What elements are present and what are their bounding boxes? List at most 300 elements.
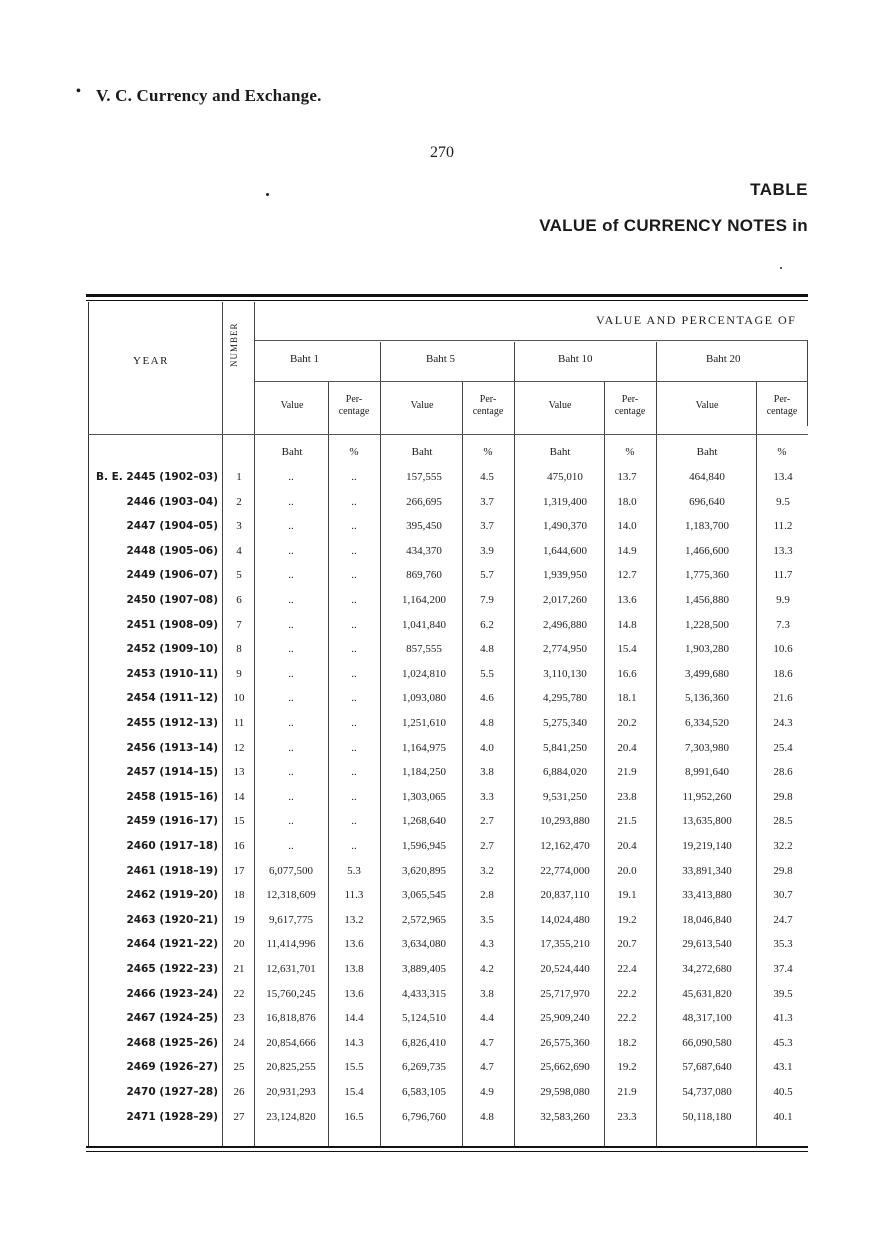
unit-baht5-percent: % [483,446,493,458]
cell-v20: 66,090,580 [682,1036,732,1049]
cell-p1: 15.5 [344,1061,364,1074]
cell-v5: 1,041,840 [402,618,446,631]
cell-num: 19 [233,913,245,926]
cell-v20: 29,613,540 [682,938,732,951]
cell-year: 2452 (1909–10) [126,643,218,656]
cell-p10: 23.8 [617,790,637,803]
cell-v20: 48,317,100 [682,1012,732,1025]
cell-p20: 37.4 [773,963,793,975]
cell-v20: 33,413,880 [682,889,732,902]
cell-v1: 11,414,996 [266,938,316,951]
value-header-baht5: Value [410,400,434,411]
cell-num: 23 [233,1012,245,1025]
cell-p5: 5.7 [480,569,494,582]
table-row [0,812,892,836]
cell-v10: 2,774,950 [543,643,587,656]
cell-p1: 14.4 [344,1012,364,1025]
cell-p20: 24.7 [773,913,793,926]
cell-num: 25 [233,1061,245,1074]
cell-p5: 4.8 [480,717,494,729]
cell-v20: 1,903,280 [685,643,729,656]
cell-p5: 6.2 [480,618,494,631]
section-title-text: V. C. Currency and Exchange. [96,86,322,105]
cell-p1: .. [351,692,357,705]
table-row [0,468,892,492]
cell-v20: 696,640 [689,495,725,508]
cell-v20: 57,687,640 [682,1061,732,1074]
cell-v1: 9,617,775 [269,913,313,926]
cell-p5: 3.5 [480,913,494,926]
cell-year: 2454 (1911–12) [126,692,218,705]
cell-num: 7 [236,618,242,631]
cell-v10: 6,884,020 [543,766,587,779]
cell-num: 4 [236,544,242,557]
cell-year: 2448 (1905–06) [126,544,218,557]
cell-num: 18 [233,889,245,902]
cell-p1: 15.4 [344,1086,364,1098]
table-row [0,911,892,935]
cell-p1: 11.3 [344,889,364,902]
cell-v10: 1,319,400 [543,495,587,508]
page-number: 270 [430,144,454,161]
cell-p20: 11.2 [773,520,793,533]
percent-header-line2: centage [766,406,798,417]
cell-year: 2458 (1915–16) [126,790,218,803]
cell-num: 5 [236,569,242,582]
header-rule-bottom [88,434,808,435]
cell-p5: 3.3 [480,790,494,803]
cell-p5: 5.5 [480,667,494,680]
cell-num: 11 [233,717,245,729]
group-header: VALUE AND PERCENTAGE OF [596,313,797,327]
cell-p1: .. [351,544,357,557]
cell-num: 24 [233,1036,245,1049]
table-top-rule [86,294,808,297]
cell-year: 2461 (1918–19) [126,864,218,877]
cell-v10: 25,662,690 [540,1061,590,1074]
cell-v20: 34,272,680 [682,963,732,975]
speck [780,267,782,269]
cell-v5: 6,796,760 [402,1110,446,1123]
cell-v1: .. [288,692,294,705]
cell-p5: 2.7 [480,840,494,852]
unit-baht10-value: Baht [549,446,571,458]
cell-num: 3 [236,520,242,533]
cell-p5: 4.8 [480,643,494,656]
cell-v1: 12,631,701 [266,963,316,975]
cell-p10: 19.2 [617,913,637,926]
cell-year: 2466 (1923–24) [126,987,218,1000]
table-row [0,837,892,861]
cell-num: 13 [233,766,245,779]
cell-v5: 3,065,545 [402,889,446,902]
cell-p10: 14.9 [617,544,637,557]
cell-p10: 23.3 [617,1110,637,1123]
table-row [0,665,892,689]
table-row [0,517,892,541]
table-row [0,542,892,566]
cell-p1: .. [351,520,357,533]
cell-v5: 1,268,640 [402,815,446,828]
value-header-baht20: Value [695,400,719,411]
cell-v1: .. [288,840,294,852]
cell-p1: .. [351,717,357,729]
cell-v10: 20,837,110 [540,889,590,902]
cell-v1: .. [288,815,294,828]
cell-p20: 18.6 [773,667,793,680]
cell-p1: .. [351,840,357,852]
cell-v10: 1,644,600 [543,544,587,557]
cell-v1: 16,818,876 [266,1012,316,1025]
bullet-mark: • [76,84,82,99]
table-row [0,788,892,812]
cell-v1: .. [288,520,294,533]
cell-v5: 3,889,405 [402,963,446,975]
table-row [0,689,892,713]
cell-p5: 4.2 [480,963,494,975]
percent-header-baht1 [328,394,380,418]
cell-p20: 43.1 [773,1061,793,1074]
table-row [0,739,892,763]
cell-year: 2465 (1922–23) [126,963,218,975]
cell-v10: 20,524,440 [540,963,590,975]
cell-v5: 6,269,735 [402,1061,446,1074]
cell-p1: 13.6 [344,987,364,1000]
cell-v20: 18,046,840 [682,913,732,926]
cell-p5: 4.9 [480,1086,494,1098]
cell-v20: 33,891,340 [682,864,732,877]
cell-v10: 25,909,240 [540,1012,590,1025]
cell-p5: 4.4 [480,1012,494,1025]
cell-p10: 22.4 [617,963,637,975]
unit-baht10-percent: % [625,446,635,458]
cell-p5: 4.7 [480,1036,494,1049]
cell-v5: 4,433,315 [402,987,446,1000]
table-row [0,886,892,910]
cell-v5: 2,572,965 [402,913,446,926]
cell-p20: 29.8 [773,790,793,803]
cell-p20: 9.9 [776,594,790,606]
table-label: TABLE [750,180,808,199]
cell-num: 21 [233,963,245,975]
cell-num: 10 [233,692,245,705]
cell-p20: 41.3 [773,1012,793,1025]
unit-baht1-value: Baht [281,446,303,458]
cell-p20: 11.7 [773,569,793,582]
cell-year: 2463 (1920–21) [126,913,218,926]
cell-p5: 3.8 [480,766,494,779]
table-row [0,763,892,787]
cell-p20: 7.3 [776,618,790,631]
cell-p10: 20.7 [617,938,637,951]
cell-p1: 5.3 [347,864,361,877]
cell-p1: .. [351,815,357,828]
cell-p20: 9.5 [776,495,790,508]
cell-v10: 26,575,360 [540,1036,590,1049]
cell-v5: 1,251,610 [402,717,446,729]
table-bottom-rule-thin [86,1151,808,1152]
cell-v1: 20,931,293 [266,1086,316,1098]
year-header: YEAR [133,355,169,367]
cell-v5: 1,596,945 [402,840,446,852]
cell-p1: .. [351,790,357,803]
cell-p5: 3.8 [480,987,494,1000]
cell-year: B. E. 2445 (1902–03) [95,471,218,483]
cell-v10: 10,293,880 [540,815,590,828]
cell-year: 2456 (1913–14) [126,741,218,754]
cell-v10: 4,295,780 [543,692,587,705]
cell-v20: 1,456,880 [685,594,729,606]
cell-num: 9 [236,667,242,680]
percent-header-line2: centage [614,406,646,417]
cell-p5: 3.7 [480,520,494,533]
cell-p20: 30.7 [773,889,793,902]
denom-header-baht1: Baht 1 [290,353,320,365]
denom-header-baht20: Baht 20 [706,353,741,365]
table-row [0,566,892,590]
cell-year: 2471 (1928–29) [126,1110,218,1123]
cell-p10: 16.6 [617,667,637,680]
cell-p10: 19.2 [617,1061,637,1074]
cell-v10: 475,010 [547,471,583,483]
cell-num: 2 [236,495,242,508]
cell-v10: 2,496,880 [543,618,587,631]
cell-v5: 1,164,975 [402,741,446,754]
cell-v5: 1,184,250 [402,766,446,779]
cell-p10: 15.4 [617,643,637,656]
cell-v1: 23,124,820 [266,1110,316,1123]
cell-p10: 21.9 [617,1086,637,1098]
cell-p1: .. [351,594,357,606]
cell-year: 2455 (1912–13) [126,717,218,729]
cell-p1: .. [351,569,357,582]
cell-v1: .. [288,618,294,631]
cell-v20: 1,183,700 [685,520,729,533]
cell-v1: .. [288,471,294,483]
cell-v20: 13,635,800 [682,815,732,828]
cell-num: 1 [236,471,242,483]
table-row [0,1058,892,1082]
cell-v20: 464,840 [689,471,725,483]
cell-v5: 5,124,510 [402,1012,446,1025]
cell-p20: 45.3 [773,1036,793,1049]
denom-header-baht5: Baht 5 [426,353,456,365]
table-row [0,862,892,886]
cell-p10: 20.0 [617,864,637,877]
header-rule-group [254,340,808,341]
cell-v20: 8,991,640 [685,766,729,779]
cell-v1: 12,318,609 [266,889,316,902]
cell-p20: 28.5 [773,815,793,828]
number-header: NUMBER [229,322,239,367]
cell-p1: .. [351,667,357,680]
cell-v20: 1,775,360 [685,569,729,582]
cell-p20: 28.6 [773,766,793,779]
cell-v5: 857,555 [406,643,442,656]
cell-v20: 7,303,980 [685,741,729,754]
cell-v1: .. [288,790,294,803]
cell-v1: .. [288,667,294,680]
percent-header-baht10 [604,394,656,418]
cell-num: 15 [233,815,245,828]
table-row [0,493,892,517]
cell-p1: 13.6 [344,938,364,951]
cell-p5: 4.5 [480,471,494,483]
cell-v5: 6,826,410 [402,1036,446,1049]
cell-v10: 2,017,260 [543,594,587,606]
cell-p1: 16.5 [344,1110,364,1123]
cell-v5: 1,303,065 [402,790,446,803]
cell-p20: 29.8 [773,864,793,877]
cell-v1: 6,077,500 [269,864,313,877]
table-title: VALUE of CURRENCY NOTES in [539,216,808,235]
percent-header-line2: centage [338,406,370,417]
cell-num: 8 [236,643,242,656]
cell-p20: 32.2 [773,840,793,852]
cell-year: 2469 (1926–27) [126,1061,218,1074]
cell-num: 26 [233,1086,245,1098]
cell-p10: 13.7 [617,471,637,483]
cell-p10: 22.2 [617,987,637,1000]
value-header-baht10: Value [548,400,572,411]
cell-v1: .. [288,766,294,779]
cell-v20: 5,136,360 [685,692,729,705]
cell-v10: 22,774,000 [540,864,590,877]
value-header-baht1: Value [280,400,304,411]
cell-p5: 3.2 [480,864,494,877]
cell-p1: 14.3 [344,1036,364,1049]
unit-baht5-value: Baht [411,446,433,458]
percent-header-baht20 [756,394,808,418]
cell-v20: 11,952,260 [682,790,732,803]
cell-v1: 15,760,245 [266,987,316,1000]
speck [266,193,269,196]
cell-year: 2467 (1924–25) [126,1012,218,1025]
cell-v10: 12,162,470 [540,840,590,852]
cell-p20: 40.1 [773,1110,793,1123]
cell-p10: 18.1 [617,692,637,705]
cell-v10: 29,598,080 [540,1086,590,1098]
cell-year: 2464 (1921–22) [126,938,218,951]
cell-v10: 5,275,340 [543,717,587,729]
cell-v10: 5,841,250 [543,741,587,754]
cell-v20: 45,631,820 [682,987,732,1000]
cell-p1: 13.8 [344,963,364,975]
cell-v1: .. [288,717,294,729]
cell-v5: 1,164,200 [402,594,446,606]
cell-year: 2453 (1910–11) [126,667,218,680]
cell-p5: 7.9 [480,594,494,606]
cell-v5: 434,370 [406,544,442,557]
header-rule-denom [254,381,808,382]
cell-p20: 13.3 [773,544,793,557]
cell-p20: 35.3 [773,938,793,951]
cell-p1: .. [351,495,357,508]
unit-baht20-value: Baht [696,446,718,458]
cell-v10: 17,355,210 [540,938,590,951]
unit-baht1-percent: % [349,446,359,458]
cell-v5: 869,760 [406,569,442,582]
cell-p20: 39.5 [773,987,793,1000]
percent-header-line1: Per- [621,394,639,405]
cell-v5: 3,634,080 [402,938,446,951]
cell-v5: 3,620,895 [402,864,446,877]
cell-v1: .. [288,544,294,557]
cell-v5: 395,450 [406,520,442,533]
cell-num: 16 [233,840,245,852]
cell-v5: 266,695 [406,495,442,508]
cell-p5: 4.8 [480,1110,494,1123]
table-top-rule-thin [86,300,808,301]
cell-p5: 4.3 [480,938,494,951]
cell-p20: 10.6 [773,643,793,656]
table-row [0,985,892,1009]
table-row [0,714,892,738]
cell-p10: 19.1 [617,889,637,902]
cell-v10: 32,583,260 [540,1110,590,1123]
cell-v1: 20,825,255 [266,1061,316,1074]
cell-p20: 25.4 [773,741,793,754]
cell-year: 2446 (1903–04) [126,495,218,508]
cell-year: 2468 (1925–26) [126,1036,218,1049]
percent-header-line1: Per- [773,394,791,405]
cell-year: 2459 (1916–17) [126,815,218,828]
cell-p20: 24.3 [773,717,793,729]
table-bottom-rule [86,1146,808,1148]
cell-p10: 22.2 [617,1012,637,1025]
cell-p20: 21.6 [773,692,793,705]
cell-v10: 9,531,250 [543,790,587,803]
cell-year: 2447 (1904–05) [126,520,218,533]
cell-p10: 21.9 [617,766,637,779]
cell-year: 2470 (1927–28) [126,1086,218,1098]
cell-p5: 4.6 [480,692,494,705]
cell-v1: .. [288,495,294,508]
cell-p1: .. [351,471,357,483]
cell-num: 27 [233,1110,245,1123]
cell-v10: 3,110,130 [543,667,587,680]
cell-year: 2451 (1908–09) [126,618,218,631]
cell-v5: 1,093,080 [402,692,446,705]
percent-header-line1: Per- [345,394,363,405]
cell-p20: 40.5 [773,1086,793,1098]
cell-p10: 20.2 [617,717,637,729]
cell-p5: 4.0 [480,741,494,754]
percent-header-line1: Per- [479,394,497,405]
cell-p10: 12.7 [617,569,637,582]
cell-year: 2450 (1907–08) [126,594,218,606]
cell-v1: .. [288,741,294,754]
cell-v20: 1,228,500 [685,618,729,631]
percent-header-baht5 [462,394,514,418]
table-row [0,1009,892,1033]
cell-v10: 1,939,950 [543,569,587,582]
table-row [0,1034,892,1058]
cell-v10: 14,024,480 [540,913,590,926]
cell-p10: 13.6 [617,594,637,606]
cell-p10: 20.4 [617,840,637,852]
cell-num: 22 [233,987,245,1000]
cell-num: 14 [233,790,245,803]
cell-p5: 4.7 [480,1061,494,1074]
cell-year: 2457 (1914–15) [126,766,218,779]
cell-v10: 25,717,970 [540,987,590,1000]
table-row [0,1108,892,1132]
cell-p5: 2.8 [480,889,494,902]
cell-v20: 54,737,080 [682,1086,732,1098]
cell-num: 20 [233,938,245,951]
cell-v10: 1,490,370 [543,520,587,533]
